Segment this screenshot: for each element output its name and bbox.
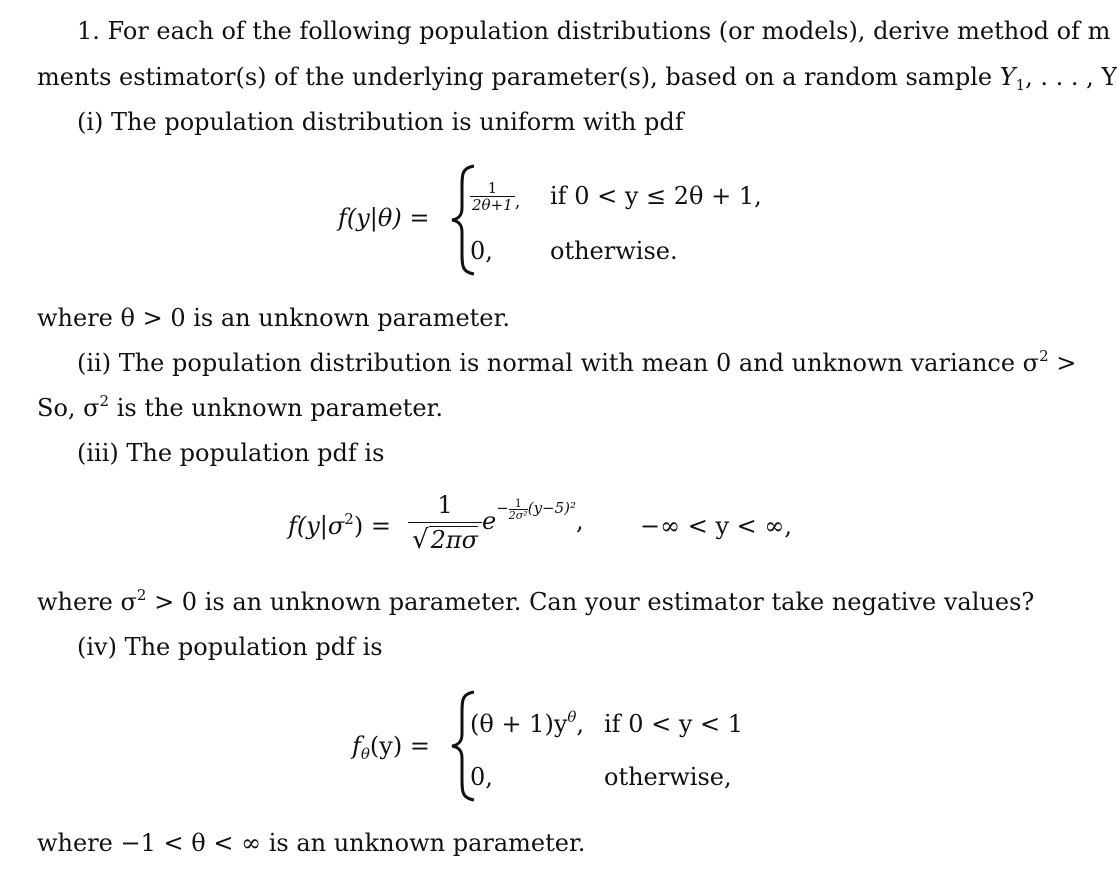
problem-intro-line1: 1. For each of the following population distributions (or models), derive method of m: [77, 17, 1111, 45]
part-iii-label: (iii) The population pdf is: [77, 439, 385, 467]
part-iii-note: [37, 587, 1034, 617]
part-i-case2-value: 0,: [470, 237, 493, 265]
intro-line2-tail: , . . . , Y: [1025, 63, 1117, 91]
part-ii-line1-text: (ii) The population distribution is normal with mean 0 and unknown variance σ: [77, 349, 1040, 377]
part-iv-case1-sup: θ: [567, 708, 577, 726]
part-iii-sqrt-content: 2πσ: [430, 526, 479, 554]
part-iv-lhs-tail: (y) =: [369, 732, 430, 760]
part-iv-case1-text: (θ + 1)y: [470, 710, 568, 738]
part-iii-exp-den: 2σ²: [508, 508, 528, 522]
part-iv-lhs-sub: θ: [360, 745, 370, 763]
part-iii-lhs-text: f(y|σ: [288, 512, 345, 540]
part-iii-note-tail: > 0 is an unknown parameter. Can your estimator take negative values?: [146, 588, 1035, 616]
part-ii-line1: [77, 348, 1076, 378]
part-iv-case1-value: [470, 710, 584, 738]
part-iv-note: where −1 < θ < ∞ is an unknown parameter.: [37, 829, 586, 857]
part-iii-exp-rest: (y−5)²: [527, 499, 577, 517]
part-i-lhs: [338, 204, 429, 232]
part-i-label: (i) The population distribution is uniform with pdf: [77, 108, 684, 136]
part-iii-note-text: where σ: [37, 588, 137, 616]
part-iv-case1-condition: if 0 < y < 1: [604, 710, 744, 738]
part-iii-rhs: [408, 488, 584, 557]
part-iii-range: −∞ < y < ∞,: [640, 512, 793, 540]
part-iv-equation: [0, 686, 1024, 806]
problem-intro-line2: [37, 62, 1117, 92]
part-ii-line1-end: >: [1048, 349, 1077, 377]
part-i-fraction: [470, 180, 515, 213]
part-iii-note-sup: 2: [136, 586, 147, 604]
part-iii-frac-num: 1: [437, 491, 453, 519]
part-ii-line1-sup: 2: [1039, 347, 1049, 365]
part-iii-lhs: [288, 512, 391, 540]
part-iii-lhs-tail: ) =: [353, 512, 391, 540]
part-i-note: where θ > 0 is an unknown parameter.: [37, 304, 510, 332]
intro-y-symbol: Y: [999, 63, 1016, 91]
part-iii-exp-minus: −: [496, 499, 509, 517]
part-ii-line2-tail: is the unknown parameter.: [109, 394, 443, 422]
part-i-case1-value: $\frac{1}{2\theta+1}$ ,: [472, 179, 521, 214]
part-iii-exp-fraction: [509, 498, 528, 521]
part-i-frac-den: 2θ+1: [472, 196, 513, 214]
part-iii-exponent: [496, 496, 577, 522]
intro-line2-text: ments estimator(s) of the underlying parameter(s), based on a random sample: [37, 63, 1000, 91]
part-iii-exp-num: 1: [514, 496, 522, 510]
part-i-equation: [0, 160, 1024, 280]
part-ii-line2-sup: 2: [99, 392, 110, 410]
part-i-case1-condition: if 0 < y ≤ 2θ + 1,: [550, 182, 762, 210]
part-iv-case2-value: 0,: [470, 763, 493, 791]
part-iv-lhs: [352, 732, 430, 763]
part-iii-equation: [0, 488, 1024, 568]
part-iii-fraction: [408, 488, 482, 557]
part-iv-label: (iv) The population pdf is: [77, 633, 383, 661]
part-iii-comma: ,: [576, 507, 584, 535]
part-ii-line2: [37, 393, 443, 423]
part-iv-case2-condition: otherwise,: [604, 763, 732, 791]
part-ii-line2-text: So, σ: [37, 394, 100, 422]
part-i-lhs-text: f(y|θ) =: [338, 204, 430, 232]
part-iii-frac-den: √2πσ: [408, 522, 482, 557]
part-i-frac-num: 1: [487, 179, 498, 197]
part-iii-lhs-sup: 2: [344, 510, 354, 528]
part-iv-lhs-f: f: [352, 732, 361, 760]
part-i-case2-condition: otherwise.: [550, 237, 678, 265]
part-iii-e: e: [482, 507, 497, 535]
part-iv-case1-comma: ,: [576, 710, 585, 738]
intro-subscript: 1: [1015, 76, 1026, 94]
